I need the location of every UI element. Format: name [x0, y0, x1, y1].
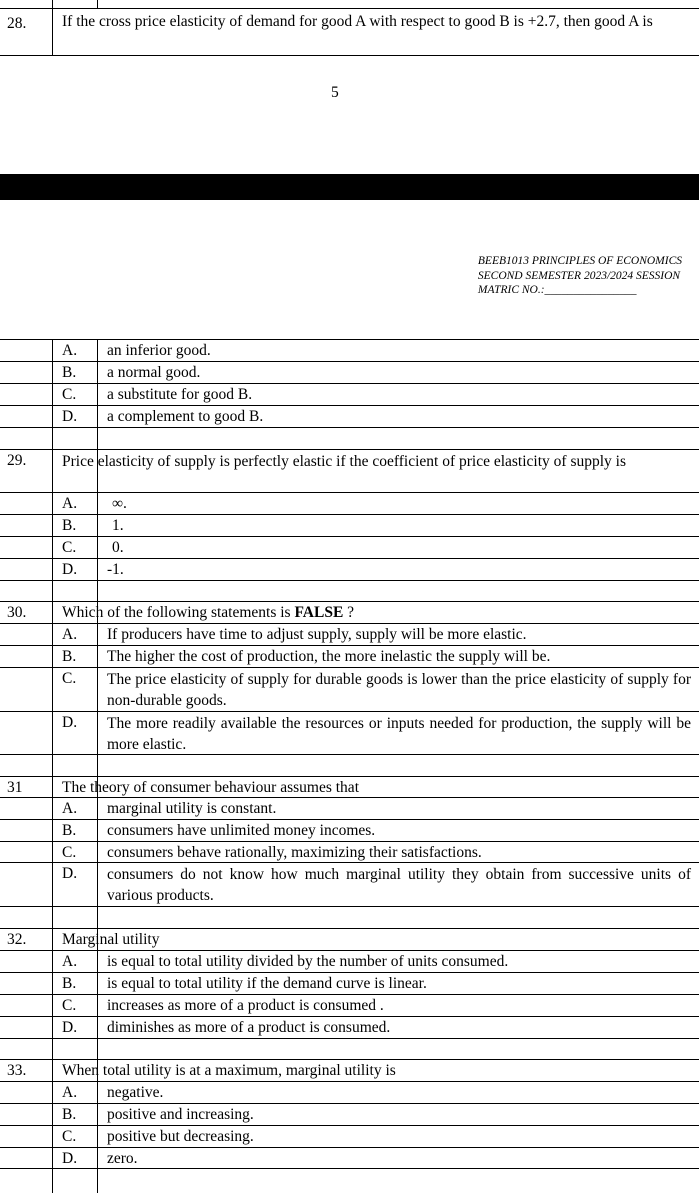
option-letter: D. — [62, 714, 78, 731]
rule — [0, 339, 699, 340]
option-letter: D. — [62, 408, 78, 425]
question-number: 29. — [7, 452, 27, 469]
column-rule — [52, 0, 53, 56]
rule — [0, 514, 699, 515]
rule — [0, 1103, 699, 1104]
option-text: a normal good. — [107, 364, 201, 381]
rule — [0, 1168, 699, 1169]
page-number: 5 — [331, 84, 339, 101]
option-letter: D. — [62, 1150, 78, 1167]
rule — [0, 405, 699, 406]
rule — [0, 797, 699, 798]
option-letter: C. — [62, 539, 77, 556]
option-text: zero. — [107, 1150, 138, 1167]
option-letter: B. — [62, 517, 77, 534]
question-text: When total utility is at a maximum, marginal utility is — [62, 1062, 396, 1079]
rule — [0, 8, 699, 9]
option-text: positive but decreasing. — [107, 1128, 254, 1145]
option-text: a substitute for good B. — [107, 386, 253, 403]
rule — [0, 1038, 699, 1039]
option-letter: C. — [62, 844, 77, 861]
column-rule — [52, 339, 53, 1193]
rule — [0, 558, 699, 559]
option-text: ∞. — [112, 495, 127, 512]
rule — [0, 361, 699, 362]
page-break-band — [0, 174, 699, 200]
rule — [0, 55, 699, 56]
option-text: an inferior good. — [107, 342, 211, 359]
rule — [0, 536, 699, 537]
rule — [0, 580, 699, 581]
column-rule — [97, 0, 98, 9]
option-text: 0. — [112, 539, 124, 556]
question-number: 33. — [7, 1062, 27, 1079]
rule — [0, 623, 699, 624]
option-text: increases as more of a product is consumed . — [107, 997, 384, 1014]
option-letter: D. — [62, 561, 78, 578]
option-text: diminishes as more of a product is consumed. — [107, 1019, 391, 1036]
option-text: a complement to good B. — [107, 408, 264, 425]
session-title: SECOND SEMESTER 2023/2024 SESSION — [477, 269, 681, 282]
page-header — [478, 254, 682, 298]
option-text: If producers have time to adjust supply, supply will be more elastic. — [107, 626, 527, 643]
question-text — [62, 604, 354, 622]
rule — [0, 645, 699, 646]
option-text: is equal to total utility if the demand curve is linear. — [107, 975, 427, 992]
rule — [0, 1016, 699, 1017]
rule — [0, 950, 699, 951]
option-letter: C. — [62, 386, 77, 403]
option-letter: B. — [62, 1106, 77, 1123]
rule — [0, 1059, 699, 1060]
rule — [0, 449, 699, 450]
rule — [0, 427, 699, 428]
rule — [0, 1125, 699, 1126]
option-letter: D. — [62, 1019, 78, 1036]
rule — [0, 928, 699, 929]
option-letter: A. — [62, 342, 78, 359]
question-text-part: ? — [343, 604, 355, 621]
option-text: negative. — [107, 1084, 164, 1101]
rule — [0, 906, 699, 907]
rule — [0, 841, 699, 842]
rule — [0, 383, 699, 384]
question-text-part: Which of the following statements is — [62, 604, 295, 621]
option-text: consumers have unlimited money incomes. — [107, 822, 376, 839]
option-text: consumers behave rationally, maximizing their satisfactions. — [107, 844, 482, 861]
rule — [0, 994, 699, 995]
rule — [0, 492, 699, 493]
rule — [0, 1081, 699, 1082]
question-text: Marginal utility — [62, 931, 160, 948]
course-title: BEEB1013 PRINCIPLES OF ECONOMICS — [477, 255, 682, 267]
rule — [0, 862, 699, 863]
rule — [0, 667, 699, 668]
option-letter: D. — [62, 865, 78, 882]
question-number: 28. — [7, 15, 27, 32]
option-text: The price elasticity of supply for durable goods is lower than the price elasticity of supply for non-durable goods. — [107, 671, 691, 709]
option-letter: B. — [62, 364, 77, 381]
matric-no: MATRIC NO.:________________ — [477, 284, 637, 296]
question-text: If the cross price elasticity of demand for good A with respect to good B is +2.7, then good A is — [62, 13, 653, 30]
option-letter: A. — [62, 495, 78, 512]
option-letter: A. — [62, 1084, 78, 1101]
question-number: 32. — [7, 931, 27, 948]
option-text: The more readily available the resources or inputs needed for production, the supply will be more elastic. — [107, 715, 691, 753]
rule — [0, 972, 699, 973]
option-text: marginal utility is constant. — [107, 800, 277, 817]
option-text: The higher the cost of production, the more inelastic the supply will be. — [107, 648, 551, 665]
option-text: consumers do not know how much marginal utility they obtain from successive units of various products. — [107, 866, 691, 904]
rule — [0, 601, 699, 602]
rule — [0, 819, 699, 820]
question-text: Price elasticity of supply is perfectly elastic if the coefficient of price elasticity of supply is — [62, 453, 626, 470]
question-text: The theory of consumer behaviour assumes that — [62, 779, 359, 796]
question-emphasis: FALSE — [294, 604, 344, 621]
option-text: is equal to total utility divided by the number of units consumed. — [107, 953, 509, 970]
option-letter: B. — [62, 822, 77, 839]
rule — [0, 1147, 699, 1148]
question-number: 31 — [7, 779, 23, 796]
option-letter: C. — [62, 997, 77, 1014]
option-letter: C. — [62, 670, 77, 687]
rule — [0, 711, 699, 712]
option-letter: B. — [62, 648, 77, 665]
option-letter: A. — [62, 626, 78, 643]
option-text: -1. — [107, 561, 124, 578]
option-letter: A. — [62, 800, 78, 817]
option-letter: B. — [62, 975, 77, 992]
option-text: 1. — [112, 517, 124, 534]
option-text: positive and increasing. — [107, 1106, 254, 1123]
question-number: 30. — [7, 604, 27, 621]
option-letter: A. — [62, 953, 78, 970]
rule — [0, 776, 699, 777]
option-letter: C. — [62, 1128, 77, 1145]
